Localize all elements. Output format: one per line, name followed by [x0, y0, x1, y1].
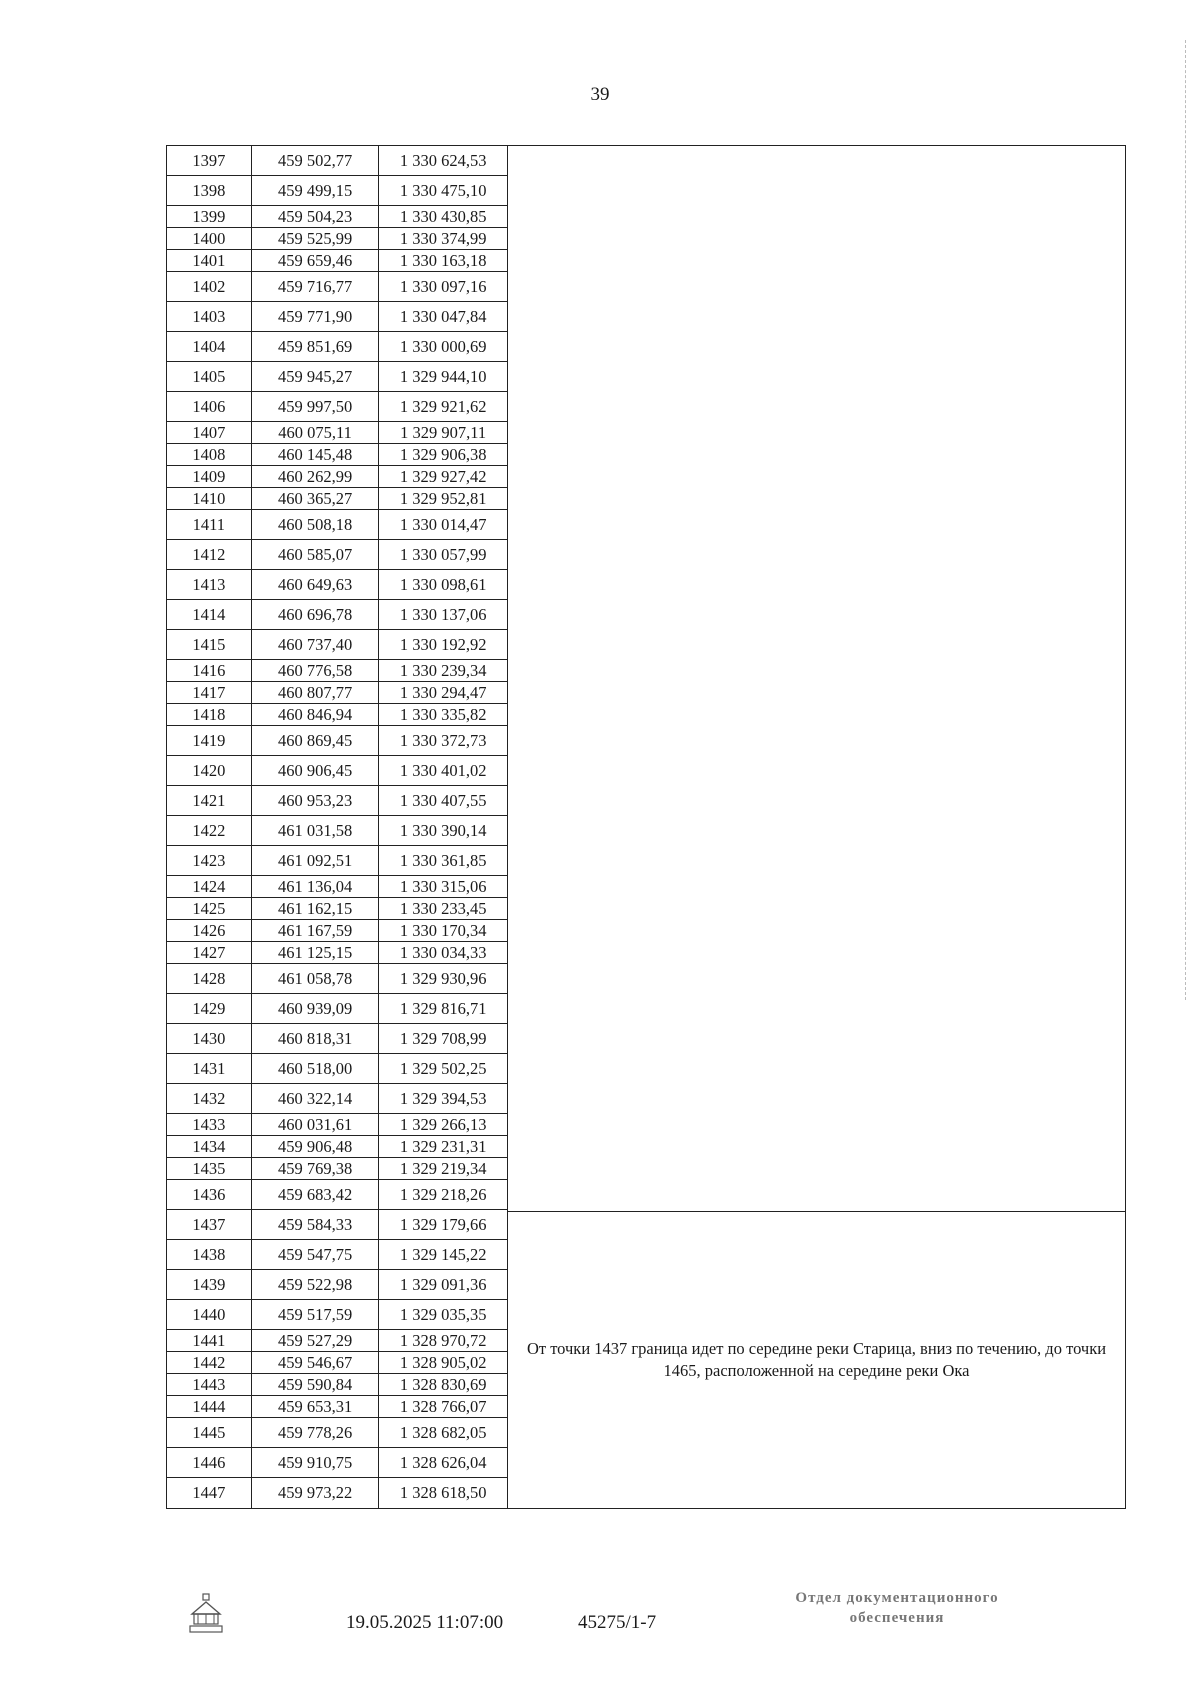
coord-x: 461 125,15	[252, 942, 380, 963]
point-number: 1406	[167, 392, 252, 421]
point-number: 1443	[167, 1374, 252, 1395]
table-row	[167, 704, 507, 726]
coord-x: 459 502,77	[252, 146, 380, 175]
coord-y: 1 330 294,47	[399, 682, 487, 702]
description-cell	[508, 1212, 1125, 1508]
page-footer	[0, 1588, 1200, 1648]
coord-y: 1 330 137,06	[399, 604, 487, 624]
coord-x: 459 945,27	[252, 362, 380, 391]
emblem-icon	[186, 1592, 226, 1636]
stamp-line-2: обеспечения	[849, 1610, 945, 1626]
coord-y: 1 330 315,06	[399, 876, 487, 896]
coord-x: 460 846,94	[252, 704, 380, 725]
coord-y: 1 330 372,73	[399, 730, 487, 750]
point-number: 1410	[167, 488, 252, 509]
table-row	[167, 228, 507, 250]
table-row	[167, 1396, 507, 1418]
department-stamp	[752, 1588, 1042, 1628]
point-number: 1420	[167, 756, 252, 785]
coord-y: 1 329 708,99	[399, 1028, 487, 1048]
boundary-description: От точки 1437 граница идет по середине реки Старица, вниз по течению, до точки 1465, расположенной на середине реки Ока	[526, 1339, 1107, 1380]
point-number: 1421	[167, 786, 252, 815]
coord-y: 1 329 035,35	[399, 1304, 487, 1324]
coord-y: 1 329 952,81	[399, 488, 487, 508]
coord-x: 460 508,18	[252, 510, 380, 539]
table-row	[167, 1114, 507, 1136]
point-number: 1411	[167, 510, 252, 539]
point-number: 1426	[167, 920, 252, 941]
point-number: 1418	[167, 704, 252, 725]
coord-x: 459 499,15	[252, 176, 380, 205]
point-number: 1416	[167, 660, 252, 681]
coord-y: 1 330 034,33	[399, 942, 487, 962]
point-number: 1432	[167, 1084, 252, 1113]
coord-y: 1 329 907,11	[400, 422, 487, 442]
table-row	[167, 1352, 507, 1374]
table-row	[167, 846, 507, 876]
coord-y: 1 329 231,31	[399, 1136, 487, 1156]
table-row	[167, 682, 507, 704]
point-number: 1425	[167, 898, 252, 919]
point-number: 1433	[167, 1114, 252, 1135]
coord-x: 460 818,31	[252, 1024, 380, 1053]
point-number: 1407	[167, 422, 252, 443]
point-number: 1417	[167, 682, 252, 703]
coord-x: 459 851,69	[252, 332, 380, 361]
table-row	[167, 816, 507, 846]
coord-y: 1 329 502,25	[399, 1058, 487, 1078]
coord-y: 1 329 266,13	[399, 1114, 487, 1134]
coord-x: 459 584,33	[252, 1210, 380, 1239]
coord-x: 460 869,45	[252, 726, 380, 755]
coord-x: 460 075,11	[252, 422, 380, 443]
coord-x: 459 504,23	[252, 206, 380, 227]
coord-x: 460 585,07	[252, 540, 380, 569]
table-row	[167, 600, 507, 630]
coord-y: 1 329 145,22	[399, 1244, 487, 1264]
coord-x: 460 365,27	[252, 488, 380, 509]
table-row	[167, 570, 507, 600]
coord-x: 459 973,22	[252, 1478, 380, 1508]
table-row	[167, 250, 507, 272]
point-number: 1423	[167, 846, 252, 875]
coord-x: 460 262,99	[252, 466, 380, 487]
point-number: 1427	[167, 942, 252, 963]
coord-y: 1 330 390,14	[399, 820, 487, 840]
table-row	[167, 964, 507, 994]
point-number: 1444	[167, 1396, 252, 1417]
table-row	[167, 876, 507, 898]
table-row	[167, 302, 507, 332]
point-number: 1429	[167, 994, 252, 1023]
coord-x: 460 322,14	[252, 1084, 380, 1113]
coord-x: 460 696,78	[252, 600, 380, 629]
coord-y: 1 330 170,34	[399, 920, 487, 940]
table-row	[167, 630, 507, 660]
coord-x: 460 145,48	[252, 444, 380, 465]
coord-x: 461 167,59	[252, 920, 380, 941]
point-number: 1412	[167, 540, 252, 569]
coord-x: 460 737,40	[252, 630, 380, 659]
coord-y: 1 328 766,07	[399, 1396, 487, 1416]
table-row	[167, 444, 507, 466]
coord-y: 1 330 097,16	[399, 276, 487, 296]
point-number: 1441	[167, 1330, 252, 1351]
coord-x: 459 771,90	[252, 302, 380, 331]
table-row	[167, 1478, 507, 1508]
coord-x: 459 590,84	[252, 1374, 380, 1395]
table-row	[167, 1054, 507, 1084]
point-number: 1438	[167, 1240, 252, 1269]
description-column	[508, 146, 1125, 1508]
coord-y: 1 328 682,05	[399, 1422, 487, 1442]
coord-y: 1 330 192,92	[399, 634, 487, 654]
point-number: 1414	[167, 600, 252, 629]
stamp-line-1: Отдел документационного	[795, 1590, 999, 1606]
coord-y: 1 329 930,96	[399, 968, 487, 988]
coord-x: 461 092,51	[252, 846, 380, 875]
coord-y: 1 330 475,10	[399, 180, 487, 200]
coord-y: 1 328 830,69	[399, 1374, 487, 1394]
point-number: 1431	[167, 1054, 252, 1083]
coord-y: 1 329 219,34	[399, 1158, 487, 1178]
point-number: 1404	[167, 332, 252, 361]
coord-y: 1 330 361,85	[399, 850, 487, 870]
table-row	[167, 1240, 507, 1270]
coord-x: 459 659,46	[252, 250, 380, 271]
point-number: 1435	[167, 1158, 252, 1179]
coord-x: 459 778,26	[252, 1418, 380, 1447]
point-number: 1408	[167, 444, 252, 465]
coord-x: 459 522,98	[252, 1270, 380, 1299]
table-row	[167, 362, 507, 392]
point-number: 1419	[167, 726, 252, 755]
table-row	[167, 660, 507, 682]
coord-x: 459 653,31	[252, 1396, 380, 1417]
coord-y: 1 330 047,84	[399, 306, 487, 326]
table-row	[167, 1158, 507, 1180]
table-row	[167, 994, 507, 1024]
coord-y: 1 330 057,99	[399, 544, 487, 564]
footer-datetime: 19.05.2025 11:07:00	[346, 1612, 504, 1633]
margin-marks	[1179, 40, 1186, 1000]
coord-y: 1 330 098,61	[399, 574, 487, 594]
coord-y: 1 330 233,45	[399, 898, 487, 918]
table-row	[167, 1448, 507, 1478]
coord-y: 1 329 921,62	[399, 396, 487, 416]
coord-y: 1 330 407,55	[399, 790, 487, 810]
point-number: 1401	[167, 250, 252, 271]
coord-x: 459 997,50	[252, 392, 380, 421]
table-row	[167, 176, 507, 206]
coord-y: 1 328 618,50	[399, 1483, 487, 1502]
coord-y: 1 330 163,18	[399, 250, 487, 270]
coord-y: 1 330 014,47	[399, 514, 487, 534]
table-row	[167, 1330, 507, 1352]
coord-x: 459 547,75	[252, 1240, 380, 1269]
coord-y: 1 329 816,71	[399, 998, 487, 1018]
table-row	[167, 466, 507, 488]
coord-x: 459 769,38	[252, 1158, 380, 1179]
coord-y: 1 329 218,26	[399, 1184, 487, 1204]
point-number: 1446	[167, 1448, 252, 1477]
table-row	[167, 272, 507, 302]
point-number: 1405	[167, 362, 252, 391]
coord-y: 1 329 091,36	[399, 1274, 487, 1294]
coord-x: 460 953,23	[252, 786, 380, 815]
table-row	[167, 1180, 507, 1210]
table-row	[167, 1300, 507, 1330]
table-row	[167, 392, 507, 422]
point-number: 1434	[167, 1136, 252, 1157]
coord-x: 461 136,04	[252, 876, 380, 897]
footer-doc-code: 45275/1-7	[578, 1612, 657, 1633]
point-number: 1424	[167, 876, 252, 897]
coord-x: 461 162,15	[252, 898, 380, 919]
table-row	[167, 1084, 507, 1114]
coord-x: 459 716,77	[252, 272, 380, 301]
table-row	[167, 756, 507, 786]
table-row	[167, 146, 507, 176]
coord-x: 459 527,29	[252, 1330, 380, 1351]
description-cell-empty	[508, 146, 1125, 1212]
coord-x: 460 939,09	[252, 994, 380, 1023]
point-number: 1430	[167, 1024, 252, 1053]
coord-y: 1 328 970,72	[399, 1330, 487, 1350]
coord-y: 1 330 000,69	[399, 336, 487, 356]
coord-x: 459 910,75	[252, 1448, 380, 1477]
point-number: 1399	[167, 206, 252, 227]
table-row	[167, 942, 507, 964]
point-number: 1437	[167, 1210, 252, 1239]
table-row	[167, 1136, 507, 1158]
table-row	[167, 786, 507, 816]
point-number: 1445	[167, 1418, 252, 1447]
point-number: 1422	[167, 816, 252, 845]
coord-y: 1 329 906,38	[399, 444, 487, 464]
coord-y: 1 329 179,66	[399, 1214, 487, 1234]
coord-y: 1 328 905,02	[399, 1352, 487, 1372]
point-number: 1442	[167, 1352, 252, 1373]
point-number: 1413	[167, 570, 252, 599]
point-number: 1398	[167, 176, 252, 205]
table-row	[167, 422, 507, 444]
coord-x: 460 649,63	[252, 570, 380, 599]
point-number: 1440	[167, 1300, 252, 1329]
coord-y: 1 329 944,10	[399, 366, 487, 386]
point-number: 1436	[167, 1180, 252, 1209]
table-row	[167, 1418, 507, 1448]
coord-x: 461 031,58	[252, 816, 380, 845]
coordinates-table	[166, 145, 1126, 1509]
coord-x: 461 058,78	[252, 964, 380, 993]
table-row	[167, 1270, 507, 1300]
page-number: 39	[590, 84, 610, 105]
table-row	[167, 1024, 507, 1054]
table-row	[167, 332, 507, 362]
table-row	[167, 510, 507, 540]
point-number: 1409	[167, 466, 252, 487]
coord-y: 1 329 394,53	[399, 1088, 487, 1108]
table-row	[167, 1374, 507, 1396]
point-number: 1439	[167, 1270, 252, 1299]
table-row	[167, 898, 507, 920]
coord-x: 459 525,99	[252, 228, 380, 249]
point-number: 1397	[167, 146, 252, 175]
coord-y: 1 330 401,02	[399, 760, 487, 780]
coord-x: 459 546,67	[252, 1352, 380, 1373]
coord-y: 1 330 430,85	[399, 206, 487, 226]
coord-x: 460 518,00	[252, 1054, 380, 1083]
table-row	[167, 726, 507, 756]
point-number: 1428	[167, 964, 252, 993]
table-row	[167, 920, 507, 942]
point-number: 1400	[167, 228, 252, 249]
coord-y: 1 329 927,42	[399, 466, 487, 486]
coord-y: 1 330 335,82	[399, 704, 487, 724]
point-number: 1402	[167, 272, 252, 301]
table-row	[167, 540, 507, 570]
point-number: 1447	[167, 1478, 252, 1508]
table-row	[167, 1210, 507, 1240]
coord-x: 460 776,58	[252, 660, 380, 681]
coord-x: 460 807,77	[252, 682, 380, 703]
coord-x: 459 517,59	[252, 1300, 380, 1329]
point-number: 1403	[167, 302, 252, 331]
coord-x: 460 906,45	[252, 756, 380, 785]
point-number: 1415	[167, 630, 252, 659]
table-row	[167, 488, 507, 510]
coord-y: 1 330 374,99	[399, 228, 487, 248]
table-row	[167, 206, 507, 228]
coord-x: 459 906,48	[252, 1136, 380, 1157]
coord-y: 1 330 239,34	[399, 660, 487, 680]
coord-y: 1 330 624,53	[399, 150, 487, 170]
coord-x: 459 683,42	[252, 1180, 380, 1209]
coord-y: 1 328 626,04	[399, 1452, 487, 1472]
coord-x: 460 031,61	[252, 1114, 380, 1135]
coordinates-column-group	[167, 146, 508, 1508]
